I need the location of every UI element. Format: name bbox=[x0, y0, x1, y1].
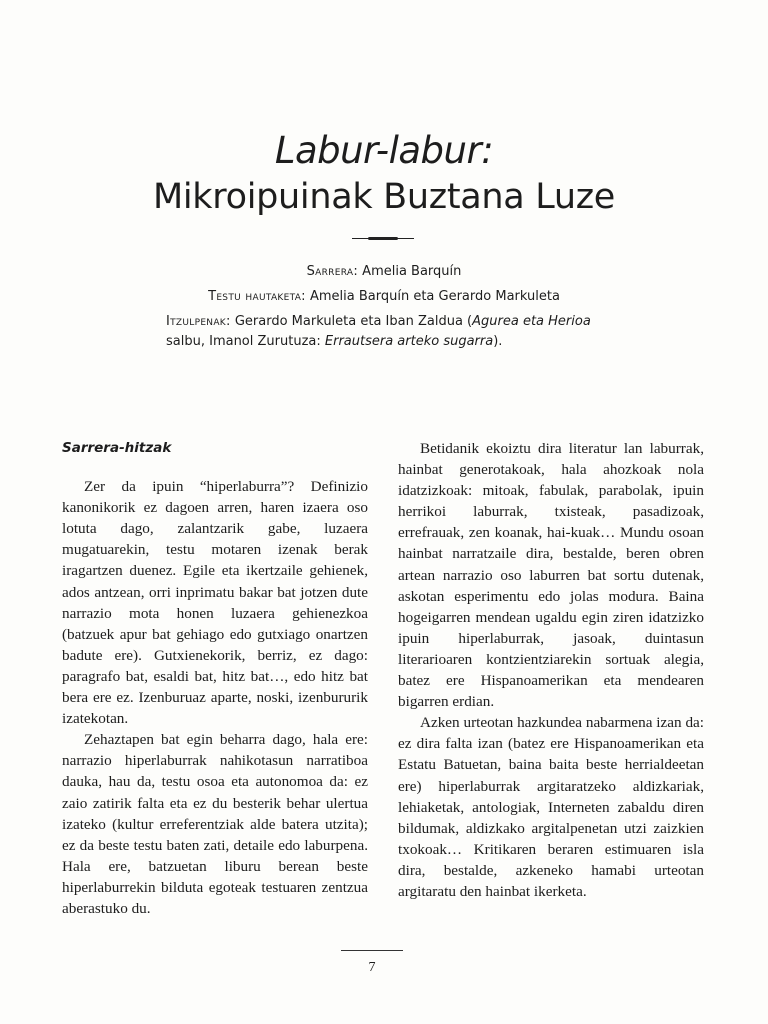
credit-selection-label: Testu hautaketa: bbox=[208, 289, 306, 304]
section-heading: Sarrera-hitzak bbox=[62, 440, 172, 456]
left-column bbox=[62, 438, 368, 919]
body-paragraph: Zer da ipuin “hiperlaburra”? Definizio kanonikorik ez dagoen arren, haren izaera oso lotuta dago, zalantzarik gabe, luzaera mugatuarekin, testu motaren izenak berak iragartzen duenez. Egile eta ikertzaile gehienek, ados antzean, orri inprimatu bakar bat jotzen dute narrazio mota honen luzaera gehienezkoa (batzuek apur bat gehiago edo gutxiago onartzen badute ere). Gutxienekorik, berriz, ez dago: paragrafo bat, esaldi bat, hitz bat…, edo hitz bat bera ere ez. Izenburuaz aparte, noski, izenbururik izatekotan. bbox=[62, 478, 368, 728]
title-ornament bbox=[352, 236, 414, 242]
credit-selection-value: Amelia Barquín eta Gerardo Markuleta bbox=[309, 289, 560, 304]
body-paragraph: Zehaztapen bat egin beharra dago, hala ere: narrazio hiperlaburrak nahikotasun narratiboa dauka, hau da, testu osoa eta autonomoa da: ez zaio zatirik falta eta ez du besterik behar ulertua izateko (kultur erreferentziak alde batera utzita); ez da beste testu baten zati, detaile edo laburpena. Hala ere, batzuetan liburu berean beste hiperlaburrekin bilduta egoteak testuaren zentzua aberastuko du. bbox=[62, 731, 368, 917]
body-paragraph: Azken urteotan hazkundea nabarmena izan da: ez dira falta izan (batez ere Hispanoamerikan eta Estatu Batuetan, baina baita beste herrialdeetan ere) hiperlaburrak argitaratzeko aldizkariak, lehiaketak, antologiak, Interneten zabaldu diren bildumak, aldizkako argitalpenetan utzi zaizkien txokoak… Kritikaren beraren estimuaren isla dira, bestalde, azkeneko hamabi urteotan argitaratu den hainbat ikerketa. bbox=[398, 714, 704, 900]
body-paragraph: Betidanik ekoiztu dira literatur lan laburrak, hainbat generotakoak, hala ahozkoak nola idatzizkoak: mitoak, fabulak, parabolak, ipuin herrikoi laburrak, txisteak, pasadizoak, errefrauak, zen koanak, hai-kuak… Mundu osoan hainbat narratzaile dira, bestalde, beren obren artean narrazio oso laburren bat sortu dutenak, askotan esperimentu edo jolas modura. Baina hogeigarren mendean ugaldu egin ziren idatzizko ipuin hiperlaburrak, jasoak, duintasun literarioaren kontzientziarekin sortuak alegia, batez ere Hispanoamerikan eta mendearen bigarren erdian. bbox=[398, 440, 704, 711]
credit-translations-italic-1: Agurea eta Herioa bbox=[472, 314, 591, 329]
credit-introduction-value: Amelia Barquín bbox=[362, 264, 462, 279]
credit-translations-italic-2: Errautsera arteko sugarra bbox=[324, 334, 494, 349]
credit-translations-text-2: salbu, Imanol Zurutuza: bbox=[166, 334, 325, 349]
article-title bbox=[0, 128, 768, 220]
credit-selection bbox=[150, 287, 618, 307]
credits-block bbox=[150, 262, 618, 352]
credit-translations bbox=[150, 312, 618, 352]
footer-rule bbox=[341, 950, 403, 951]
title-line-2: Mikroipuinak Buztana Luze bbox=[152, 177, 616, 217]
right-column bbox=[398, 438, 704, 902]
credit-introduction bbox=[150, 262, 618, 282]
credit-translations-label: Itzulpenak: bbox=[166, 314, 231, 329]
credit-introduction-label: Sarrera: bbox=[306, 264, 359, 279]
credit-translations-text-3: ). bbox=[493, 334, 503, 349]
page-number: 7 bbox=[368, 960, 376, 975]
title-line-1: Labur-labur: bbox=[274, 129, 494, 172]
credit-translations-text-1: Gerardo Markuleta eta Iban Zaldua ( bbox=[234, 314, 473, 329]
